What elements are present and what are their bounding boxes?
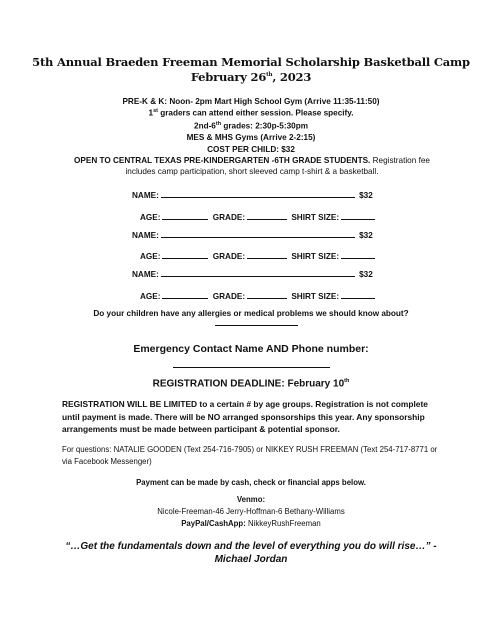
details-row-1 xyxy=(140,212,377,222)
age-field[interactable] xyxy=(162,212,208,220)
name-field[interactable] xyxy=(161,230,355,238)
age-label: AGE: xyxy=(140,213,161,222)
details-row-2 xyxy=(140,251,377,261)
cost: COST PER CHILD: $32 xyxy=(207,145,295,154)
name-label: NAME: xyxy=(132,191,159,200)
first-grade-num: 1 xyxy=(148,108,154,118)
older-session-grades: 2nd-6 xyxy=(194,121,216,131)
older-session-sup: th xyxy=(215,121,222,127)
prek-session: PRE-K & K: Noon- 2pm Mart High School Gym (Arrive 11:35-11:50) xyxy=(122,97,380,106)
grade-label: GRADE: xyxy=(212,252,246,261)
eligibility-text: Registration fee includes camp participation, short sleeved camp t-shirt & a basketball. xyxy=(125,156,430,176)
name-row-2 xyxy=(132,230,373,240)
registration-limits: REGISTRATION WILL BE LIMITED to a certain # by age groups. Registration is not complete until payment is made. There will be NO arranged sponsorships this year. Any sponsorship arrangements must be made between participant & potential sponsor. xyxy=(62,399,428,434)
shirt-field[interactable] xyxy=(341,212,375,220)
name-label: NAME: xyxy=(132,270,159,279)
details-row-3 xyxy=(140,291,377,301)
age-label: AGE: xyxy=(140,252,161,261)
questions-contact: For questions: NATALIE GOODEN (Text 254-716-7905) or NIKKEY RUSH FREEMAN (Text 254-717-8771 or via Facebook Messenger) xyxy=(62,445,438,466)
deadline-sup: th xyxy=(344,378,350,384)
date-text: February 26 xyxy=(190,70,267,84)
paypal-account: NikkeyRushFreeman xyxy=(245,519,321,528)
name-field[interactable] xyxy=(161,269,355,277)
first-grade-note xyxy=(0,108,502,118)
flyer-date xyxy=(0,70,502,84)
gyms: MES & MHS Gyms (Arrive 2-2:15) xyxy=(186,133,316,142)
grade-label: GRADE: xyxy=(212,292,246,301)
age-field[interactable] xyxy=(162,251,208,259)
price: $32 xyxy=(359,191,373,200)
allergies-field[interactable] xyxy=(215,325,298,326)
flyer-title: 5th Annual Braeden Freeman Memorial Scholarship Basketball Camp xyxy=(32,55,470,69)
age-label: AGE: xyxy=(140,292,161,301)
first-grade-text: graders can attend either session. Please specify. xyxy=(157,108,354,118)
venmo-accounts: Nicole-Freeman-46 Jerry-Hoffman-6 Bethany-Williams xyxy=(157,507,345,516)
name-row-3 xyxy=(132,269,373,279)
grade-field[interactable] xyxy=(247,212,287,220)
shirt-field[interactable] xyxy=(341,291,375,299)
emergency-contact-label: Emergency Contact Name AND Phone number: xyxy=(133,343,369,355)
venmo-label: Venmo: xyxy=(236,495,266,504)
price: $32 xyxy=(359,270,373,279)
eligibility xyxy=(62,156,442,177)
age-field[interactable] xyxy=(162,291,208,299)
name-label: NAME: xyxy=(132,231,159,240)
payment-info: Payment can be made by cash, check or financial apps below. xyxy=(136,478,366,487)
deadline-text: REGISTRATION DEADLINE: February 10 xyxy=(152,378,345,390)
shirt-field[interactable] xyxy=(341,251,375,259)
older-session xyxy=(0,121,502,131)
name-row-1 xyxy=(132,190,373,200)
grade-field[interactable] xyxy=(247,291,287,299)
quote-text: “…Get the fundamentals down and the level of everything you do will rise…” - xyxy=(65,541,437,552)
shirt-label: SHIRT SIZE: xyxy=(291,292,340,301)
paypal-label: PayPal/CashApp: xyxy=(181,519,246,528)
date-suffix: th xyxy=(266,72,273,79)
eligibility-bold: OPEN TO CENTRAL TEXAS PRE-KINDERGARTEN -6TH GRADE STUDENTS. xyxy=(74,156,371,165)
older-session-time: grades: 2:30p-5:30pm xyxy=(221,121,308,131)
registration-deadline xyxy=(0,378,502,389)
paypal-line xyxy=(0,519,502,528)
quote-author: Michael Jordan xyxy=(214,554,288,565)
name-field[interactable] xyxy=(161,190,355,198)
first-grade-sup: st xyxy=(153,108,158,114)
date-year: , 2023 xyxy=(272,70,312,84)
allergies-question: Do your children have any allergies or medical problems we should know about? xyxy=(93,309,409,318)
emergency-contact-field[interactable] xyxy=(173,367,330,368)
price: $32 xyxy=(359,231,373,240)
grade-label: GRADE: xyxy=(212,213,246,222)
shirt-label: SHIRT SIZE: xyxy=(291,213,340,222)
grade-field[interactable] xyxy=(247,251,287,259)
shirt-label: SHIRT SIZE: xyxy=(291,252,340,261)
